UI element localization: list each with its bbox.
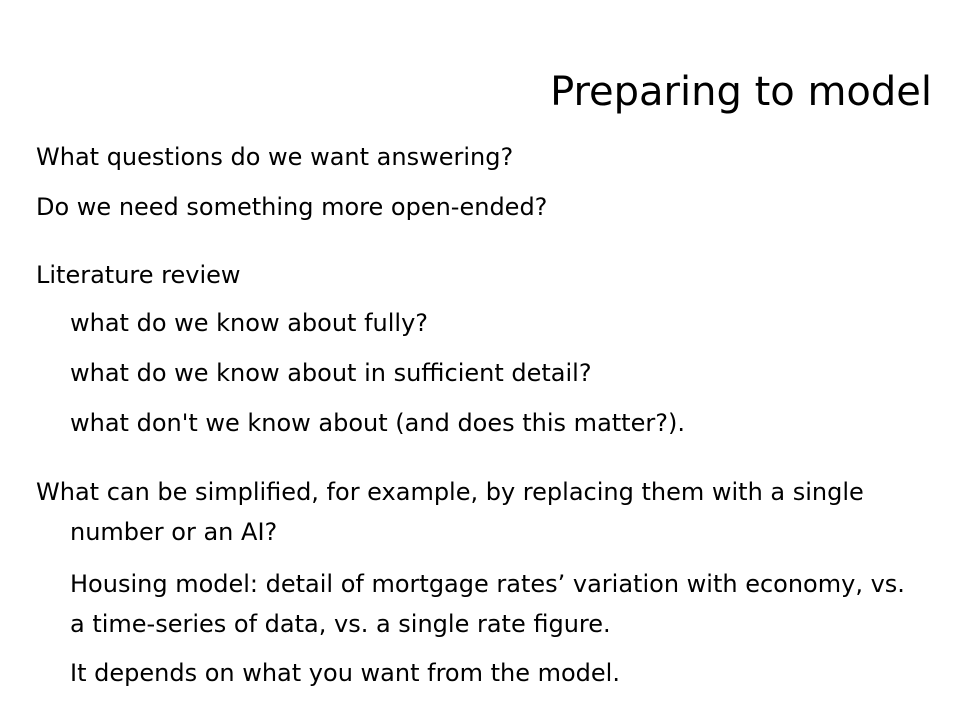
sub-bullet-dont-know: what don't we know about (and does this matter?). — [70, 409, 685, 437]
sub-bullet-sufficient-detail: what do we know about in sufficient detail? — [70, 359, 592, 387]
bullet-simplified: What can be simplified, for example, by replacing them with a single number or an AI? — [36, 478, 864, 546]
sub-bullet-know-fully: what do we know about fully? — [70, 309, 429, 337]
bullet-questions: What questions do we want answering? — [36, 143, 514, 171]
bullet-open-ended: Do we need something more open-ended? — [36, 193, 548, 221]
sub-bullet-housing-model: Housing model: detail of mortgage rates’ variation with economy, vs. a time-series of data, vs. a single rate figure. — [70, 570, 905, 638]
sub-bullet-depends: It depends on what you want from the model. — [70, 659, 620, 687]
slide-title: Preparing to model — [550, 69, 932, 115]
bullet-literature-review: Literature review — [36, 261, 241, 289]
